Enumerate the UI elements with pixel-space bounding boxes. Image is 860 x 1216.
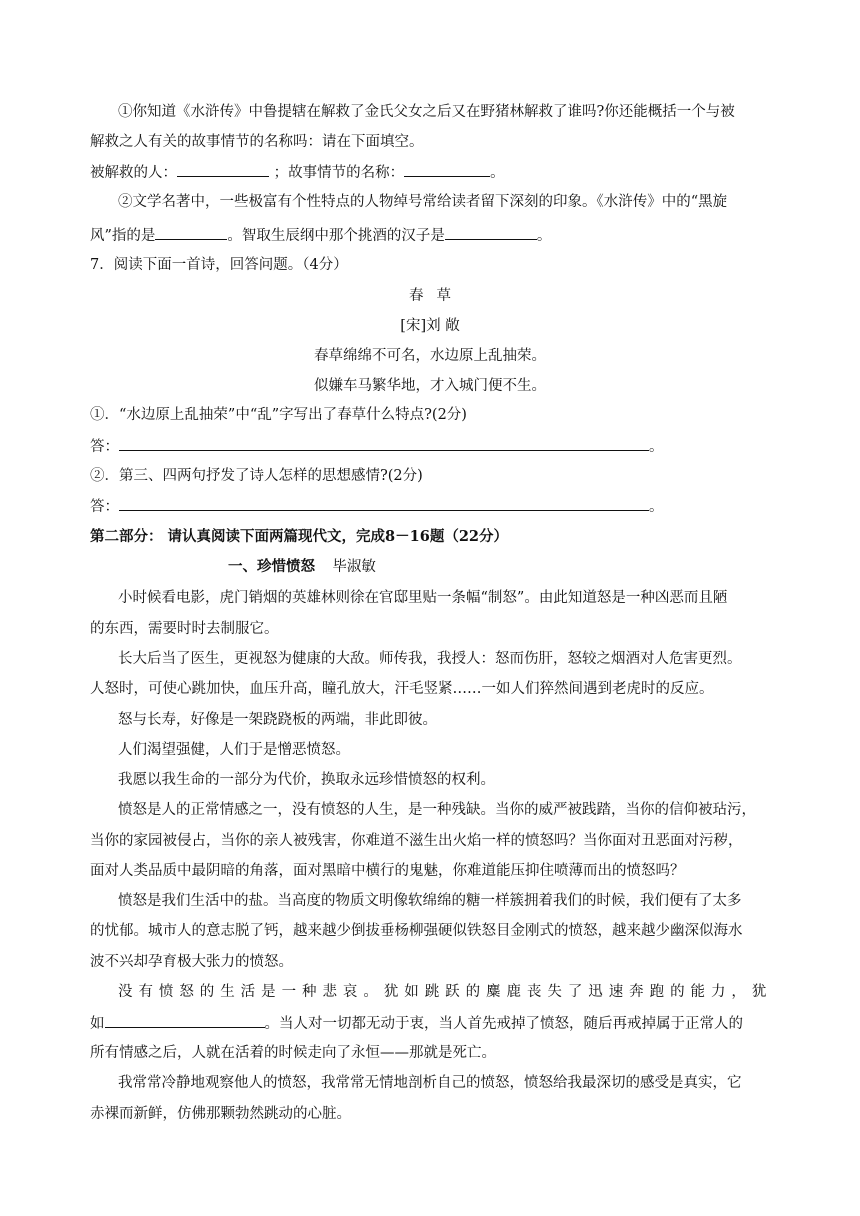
q6-paragraph-1-line-2: 解救之人有关的故事情节的名称吗：请在下面填空。: [90, 134, 424, 150]
q6-paragraph-1-line-1: ①你知道《水浒传》中鲁提辖在解救了金氏父女之后又在野猪林解救了谁吗?你还能概括一个与被: [118, 104, 735, 120]
q6-fill-line: [90, 162, 770, 183]
plot-name-blank[interactable]: [404, 162, 490, 177]
essay-author: 毕淑敏: [332, 559, 376, 575]
essay-line: 当你的家园被侵占，当你的亲人被残害，你难道不滋生出火焰一样的愤怒吗？当你面对丑恶面对污秽，: [90, 833, 743, 849]
q6-paragraph-2-line-1: ②文学名著中，一些极富有个性特点的人物绰号常给读者留下深刻的印象。《水浒传》中的“黑旋: [118, 194, 728, 210]
answer-label: 答：: [90, 499, 119, 515]
poem-line-1: 春草绵绵不可名，水边原上乱抽荣。: [314, 348, 546, 364]
essay-text: 如: [90, 1016, 105, 1032]
essay-line: 所有情感之后，人就在活着的时候走向了永恒——那就是死亡。: [90, 1045, 496, 1061]
essay-line: 没有愤怒的生活是一种悲哀。犹如跳跃的麋鹿丧失了迅速奔跑的能力，犹: [118, 984, 770, 1000]
period: 。: [490, 165, 505, 181]
q7-answer-1: [90, 436, 770, 457]
essay-line: 长大后当了医生，更视怒为健康的大敌。师传我，我授人：怒而伤肝，怒较之烟酒对人危害更烈。: [118, 651, 742, 667]
period: 。: [649, 439, 664, 455]
essay-line-with-blank: [90, 1013, 770, 1034]
q7-sub-question-2: ②．第三、四两句抒发了诗人怎样的思想感情?(2分): [90, 468, 423, 484]
essay-line: 人们渴望强健，人们于是憎恶愤怒。: [118, 742, 350, 758]
part2-heading: 第二部分： 请认真阅读下面两篇现代文，完成8－16题（22分）: [90, 528, 508, 545]
answer-label: 答：: [90, 439, 119, 455]
essay-line: 小时候看电影，虎门销烟的英雄林则徐在官邸里贴一条幅“制怒”。由此知道怒是一种凶恶而且陋: [118, 590, 728, 606]
answer-1-blank[interactable]: [119, 436, 649, 451]
essay-line: 愤怒是我们生活中的盐。当高度的物质文明像软绵绵的糖一样簇拥着我们的时候，我们便有了太多: [118, 893, 742, 909]
essay-line: 我常常冷静地观察他人的愤怒，我常常无情地剖析自己的愤怒，愤怒给我最深切的感受是真实，它: [118, 1075, 742, 1091]
plot-name-label: ；故事情节的名称：: [273, 165, 405, 181]
q7-heading: 7．阅读下面一首诗，回答问题。（4分）: [90, 257, 348, 273]
essay-line: 人怒时，可使心跳加快，血压升高，瞳孔放大，汗毛竖紧……一如人们猝然间遇到老虎时的反应。: [90, 681, 714, 697]
period: 。: [649, 499, 664, 515]
poem-line-2: 似嫌车马繁华地，才入城门便不生。: [314, 378, 546, 394]
q7-answer-2: [90, 496, 770, 517]
nickname-blank[interactable]: [155, 225, 227, 240]
essay-line: 我愿以我生命的一部分为代价，换取永远珍惜愤怒的权利。: [118, 772, 495, 788]
essay-title-line: [228, 557, 770, 577]
essay-fill-blank[interactable]: [105, 1013, 265, 1028]
essay-line: 的忧郁。城市人的意志脱了钙，越来越少倒拔垂杨柳强硬似铁怒目金刚式的愤怒，越来越少幽深似海水: [90, 923, 743, 939]
essay-line: 赤裸而新鲜，仿佛那颗勃然跳动的心脏。: [90, 1106, 351, 1122]
wine-carrier-text: 。智取生辰纲中那个挑酒的汉子是: [227, 228, 445, 244]
poem-author: [宋]刘 敞: [400, 318, 460, 334]
answer-2-blank[interactable]: [119, 496, 649, 511]
poem-title: 春草: [408, 288, 465, 304]
essay-line: 面对人类品质中最阴暗的角落，面对黑暗中横行的鬼魅，你难道能压抑住喷薄而出的愤怒吗？: [90, 863, 685, 879]
rescued-person-blank[interactable]: [177, 162, 269, 177]
wine-carrier-blank[interactable]: [445, 225, 537, 240]
rescued-person-label: 被解救的人：: [90, 165, 177, 181]
nickname-text: 风”指的是: [90, 228, 156, 244]
q7-sub-question-1: ①．“水边原上乱抽荣”中“乱”字写出了春草什么特点?(2分): [90, 407, 467, 423]
essay-line: 的东西，需要时时去制服它。: [90, 621, 279, 637]
q6-paragraph-2-line-2: [90, 225, 770, 246]
essay-text: 。当人对一切都无动于衷，当人首先戒掉了愤怒，随后再戒掉属于正常人的: [264, 1016, 743, 1032]
essay-line: 愤怒是人的正常情感之一，没有愤怒的人生，是一种残缺。当你的威严被践踏，当你的信仰被玷污，: [118, 802, 756, 818]
period: 。: [536, 228, 552, 244]
essay-title: 一、珍惜愤怒: [228, 558, 315, 575]
essay-line: 怒与长寿，好像是一架跷跷板的两端，非此即彼。: [118, 712, 437, 728]
essay-line: 波不兴却孕育极大张力的愤怒。: [90, 954, 293, 970]
